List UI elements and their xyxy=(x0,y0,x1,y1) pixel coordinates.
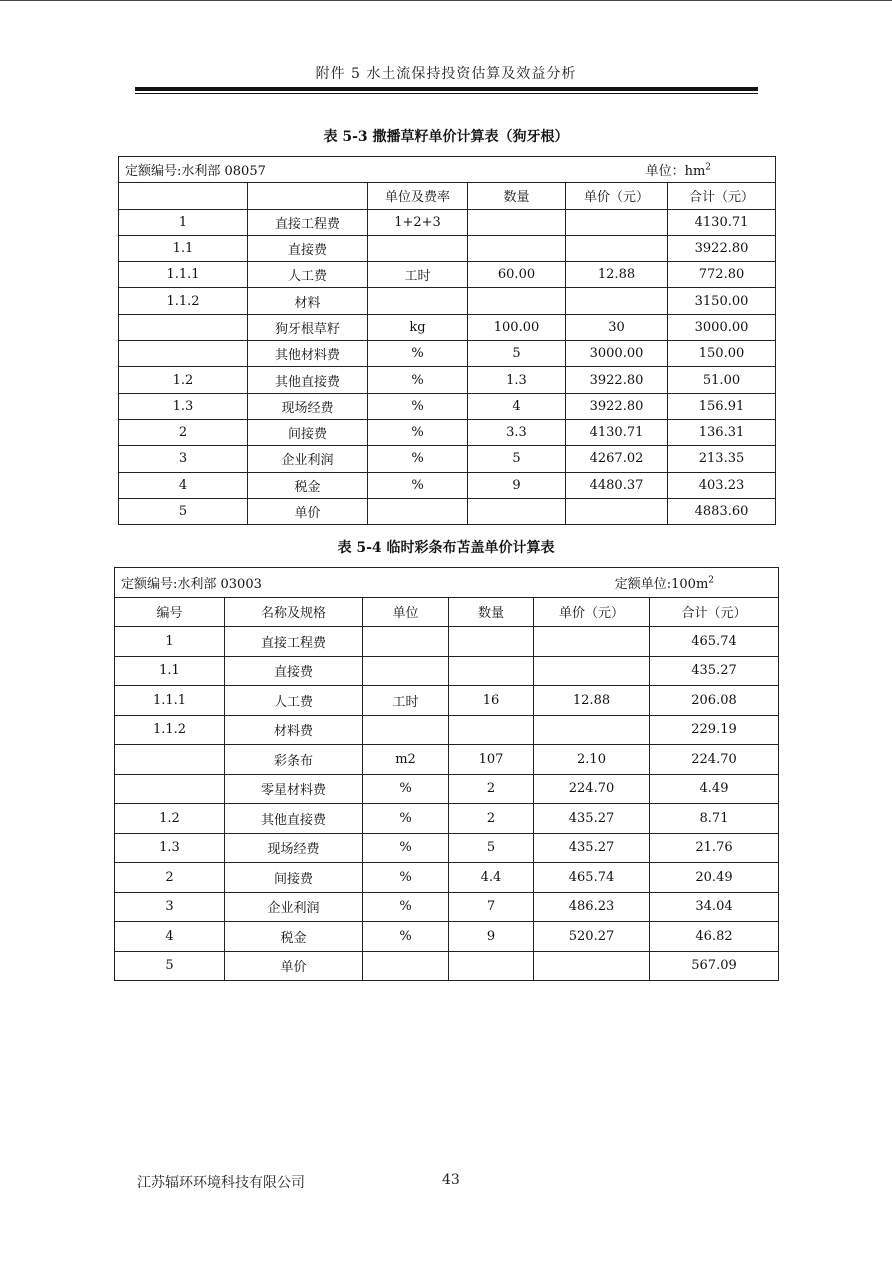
table-cell: 4480.37 xyxy=(566,472,668,498)
table-cell: % xyxy=(363,922,449,952)
table-cell: 零星材料费 xyxy=(225,774,363,804)
table-cell xyxy=(468,235,566,261)
table-cell: 12.88 xyxy=(534,686,650,716)
table-cell: 1 xyxy=(119,209,248,235)
table-cell: 4.49 xyxy=(650,774,779,804)
table-cell: 224.70 xyxy=(534,774,650,804)
table-cell: 企业利润 xyxy=(225,892,363,922)
table-cell: 材料费 xyxy=(225,715,363,745)
table-cell xyxy=(566,235,668,261)
table-cell: 16 xyxy=(449,686,534,716)
table-cell: m2 xyxy=(363,745,449,775)
table-row xyxy=(115,745,779,775)
top-border-line xyxy=(0,0,892,1)
table-row xyxy=(115,922,779,952)
table-cell: 4267.02 xyxy=(566,446,668,472)
table-cell: 人工费 xyxy=(248,262,368,288)
table-cell: % xyxy=(368,393,468,419)
table-cell: 465.74 xyxy=(534,863,650,893)
table-cell: 12.88 xyxy=(566,262,668,288)
table-row xyxy=(119,262,776,288)
table-cell xyxy=(363,627,449,657)
table-cell: 1+2+3 xyxy=(368,209,468,235)
table-cell: 567.09 xyxy=(650,951,779,981)
table1-caption: 表 5-3 撒播草籽单价计算表（狗牙根） xyxy=(323,129,569,145)
table-cell: 3000.00 xyxy=(566,341,668,367)
table-cell: 9 xyxy=(468,472,566,498)
table1-col-header: 单价（元） xyxy=(566,183,668,209)
table-cell: 5 xyxy=(468,446,566,472)
table-cell: 4883.60 xyxy=(668,498,776,524)
table-cell xyxy=(468,288,566,314)
table-cell: 4 xyxy=(115,922,225,952)
table-cell: 224.70 xyxy=(650,745,779,775)
table-cell: 435.27 xyxy=(534,804,650,834)
table1-body xyxy=(119,209,776,525)
table2-col-header: 数量 xyxy=(449,597,534,627)
table-cell: 1 xyxy=(115,627,225,657)
table-cell: 465.74 xyxy=(650,627,779,657)
table2-unit-price-tarp-cover xyxy=(114,567,779,981)
table-cell: % xyxy=(368,419,468,445)
table-cell: 3000.00 xyxy=(668,314,776,340)
table2-col-header: 合计（元） xyxy=(650,597,779,627)
table-cell: 403.23 xyxy=(668,472,776,498)
table1-unit-price-grass-seed xyxy=(118,156,776,525)
table-cell: 4130.71 xyxy=(566,419,668,445)
table2-column-headers xyxy=(115,597,779,627)
table-row xyxy=(115,715,779,745)
table1-col-header: 合计（元） xyxy=(668,183,776,209)
table1-quota-number: 定额编号:水利部 08057 xyxy=(119,157,566,183)
table-cell: 1.2 xyxy=(115,804,225,834)
table-cell: 2 xyxy=(119,419,248,445)
table-cell xyxy=(468,498,566,524)
table2-col-header: 名称及规格 xyxy=(225,597,363,627)
table-cell: 单价 xyxy=(248,498,368,524)
table1-col-header: 单位及费率 xyxy=(368,183,468,209)
table-row xyxy=(119,472,776,498)
running-header-title: 附件 5 水土流保持投资估算及效益分析 xyxy=(315,66,577,82)
table-cell: 1.3 xyxy=(468,367,566,393)
table-cell: 3 xyxy=(115,892,225,922)
table-row xyxy=(115,627,779,657)
table-cell: 20.49 xyxy=(650,863,779,893)
table-cell: 间接费 xyxy=(225,863,363,893)
table-cell: kg xyxy=(368,314,468,340)
table-row xyxy=(115,892,779,922)
table-cell xyxy=(115,745,225,775)
table2-quota-row xyxy=(115,568,779,598)
table-cell: 156.91 xyxy=(668,393,776,419)
table-cell xyxy=(566,288,668,314)
table-cell: 1.1 xyxy=(115,656,225,686)
table2-col-header: 单位 xyxy=(363,597,449,627)
table-cell: 直接工程费 xyxy=(248,209,368,235)
table1-unit: 单位：$hm^2$ xyxy=(566,157,776,183)
table-cell xyxy=(449,656,534,686)
table-cell: 3.3 xyxy=(468,419,566,445)
table-cell: % xyxy=(368,472,468,498)
table-row xyxy=(119,446,776,472)
table-cell: 1.1.1 xyxy=(115,686,225,716)
table-row xyxy=(119,314,776,340)
table-cell: 现场经费 xyxy=(248,393,368,419)
table-row xyxy=(119,209,776,235)
table-cell: 3922.80 xyxy=(566,367,668,393)
table-row xyxy=(115,656,779,686)
table-row xyxy=(115,863,779,893)
table1-col-header xyxy=(248,183,368,209)
table-cell: 5 xyxy=(115,951,225,981)
table-cell: 4 xyxy=(119,472,248,498)
table-cell: 206.08 xyxy=(650,686,779,716)
table-cell: 间接费 xyxy=(248,419,368,445)
table-cell: 3 xyxy=(119,446,248,472)
table-row xyxy=(119,235,776,261)
table2-col-header: 单价（元） xyxy=(534,597,650,627)
table-cell: % xyxy=(363,892,449,922)
table-cell: 1.3 xyxy=(119,393,248,419)
table-cell: % xyxy=(363,774,449,804)
table-cell xyxy=(363,715,449,745)
table-row xyxy=(119,367,776,393)
table-cell: 彩条布 xyxy=(225,745,363,775)
table-row xyxy=(115,774,779,804)
table-cell xyxy=(119,341,248,367)
table-cell: % xyxy=(368,341,468,367)
table-cell xyxy=(449,715,534,745)
table-cell: % xyxy=(363,833,449,863)
table-cell: 工时 xyxy=(368,262,468,288)
table-cell: 21.76 xyxy=(650,833,779,863)
table-cell: 100.00 xyxy=(468,314,566,340)
table-cell: 435.27 xyxy=(534,833,650,863)
page-number: 43 xyxy=(442,1172,460,1188)
table-cell: 现场经费 xyxy=(225,833,363,863)
table-cell: 7 xyxy=(449,892,534,922)
table-cell: 5 xyxy=(119,498,248,524)
table-cell: 材料 xyxy=(248,288,368,314)
table-cell: 60.00 xyxy=(468,262,566,288)
table-cell: 46.82 xyxy=(650,922,779,952)
table-cell xyxy=(534,656,650,686)
table-cell: 直接费 xyxy=(248,235,368,261)
table-cell xyxy=(363,656,449,686)
table-cell: 其他材料费 xyxy=(248,341,368,367)
table-cell: % xyxy=(368,367,468,393)
table-cell: % xyxy=(363,804,449,834)
table-cell xyxy=(566,209,668,235)
table-row xyxy=(119,393,776,419)
table-cell: 30 xyxy=(566,314,668,340)
table-cell xyxy=(449,951,534,981)
table-cell: 工时 xyxy=(363,686,449,716)
table-row xyxy=(115,804,779,834)
table-cell: 136.31 xyxy=(668,419,776,445)
header-rule-thick xyxy=(135,87,758,91)
table-cell xyxy=(368,498,468,524)
table-row xyxy=(119,288,776,314)
table-cell: 9 xyxy=(449,922,534,952)
table-cell: 其他直接费 xyxy=(248,367,368,393)
footer-company: 江苏辐环环境科技有限公司 xyxy=(137,1175,305,1191)
table-cell: 税金 xyxy=(225,922,363,952)
table-cell xyxy=(534,715,650,745)
table-cell: 单价 xyxy=(225,951,363,981)
table-cell: 2 xyxy=(449,774,534,804)
table-cell: 其他直接费 xyxy=(225,804,363,834)
table-cell xyxy=(468,209,566,235)
table-cell: 2.10 xyxy=(534,745,650,775)
table1-column-headers xyxy=(119,183,776,209)
table-cell xyxy=(566,498,668,524)
table-cell: 1.1.2 xyxy=(115,715,225,745)
table1-col-header: 数量 xyxy=(468,183,566,209)
table-row xyxy=(115,686,779,716)
table-cell: 520.27 xyxy=(534,922,650,952)
table-cell: 34.04 xyxy=(650,892,779,922)
table-cell: 直接费 xyxy=(225,656,363,686)
table-cell xyxy=(363,951,449,981)
table-cell: 150.00 xyxy=(668,341,776,367)
table-row xyxy=(119,419,776,445)
table-cell xyxy=(368,235,468,261)
table-cell: 5 xyxy=(449,833,534,863)
table-cell: 狗牙根草籽 xyxy=(248,314,368,340)
table2-unit: 定额单位$:100m^2$ xyxy=(534,568,779,598)
table-cell xyxy=(449,627,534,657)
table-cell: 4 xyxy=(468,393,566,419)
table-cell xyxy=(368,288,468,314)
table-cell xyxy=(534,627,650,657)
table-cell: 1.2 xyxy=(119,367,248,393)
table-cell xyxy=(115,774,225,804)
table-row xyxy=(119,341,776,367)
table-cell: 486.23 xyxy=(534,892,650,922)
table2-col-header: 编号 xyxy=(115,597,225,627)
table-row xyxy=(115,951,779,981)
table-cell: 5 xyxy=(468,341,566,367)
table-cell: 税金 xyxy=(248,472,368,498)
table-cell: 51.00 xyxy=(668,367,776,393)
table-cell: 2 xyxy=(449,804,534,834)
table2-quota-number: 定额编号:水利部 03003 xyxy=(115,568,534,598)
table-cell: 213.35 xyxy=(668,446,776,472)
table-cell: 772.80 xyxy=(668,262,776,288)
table-cell: 4130.71 xyxy=(668,209,776,235)
table-cell: 229.19 xyxy=(650,715,779,745)
table-cell xyxy=(534,951,650,981)
table-cell: 3922.80 xyxy=(566,393,668,419)
table1-col-header xyxy=(119,183,248,209)
header-rule-thin xyxy=(135,93,758,94)
table1-quota-row xyxy=(119,157,776,183)
table-cell: 3150.00 xyxy=(668,288,776,314)
table-cell: 直接工程费 xyxy=(225,627,363,657)
table-cell: 1.3 xyxy=(115,833,225,863)
table2-body xyxy=(115,627,779,981)
table-cell: 1.1 xyxy=(119,235,248,261)
table-cell: 3922.80 xyxy=(668,235,776,261)
table-cell: 1.1.2 xyxy=(119,288,248,314)
table-cell: % xyxy=(368,446,468,472)
table-cell: 人工费 xyxy=(225,686,363,716)
table-cell: 1.1.1 xyxy=(119,262,248,288)
table-cell: 435.27 xyxy=(650,656,779,686)
table-cell: 4.4 xyxy=(449,863,534,893)
table2-caption: 表 5-4 临时彩条布苫盖单价计算表 xyxy=(337,540,555,556)
table-row xyxy=(115,833,779,863)
table-cell: 企业利润 xyxy=(248,446,368,472)
table-cell: 8.71 xyxy=(650,804,779,834)
table-cell xyxy=(119,314,248,340)
table-cell: 2 xyxy=(115,863,225,893)
table-cell: % xyxy=(363,863,449,893)
table-row xyxy=(119,498,776,524)
table-cell: 107 xyxy=(449,745,534,775)
